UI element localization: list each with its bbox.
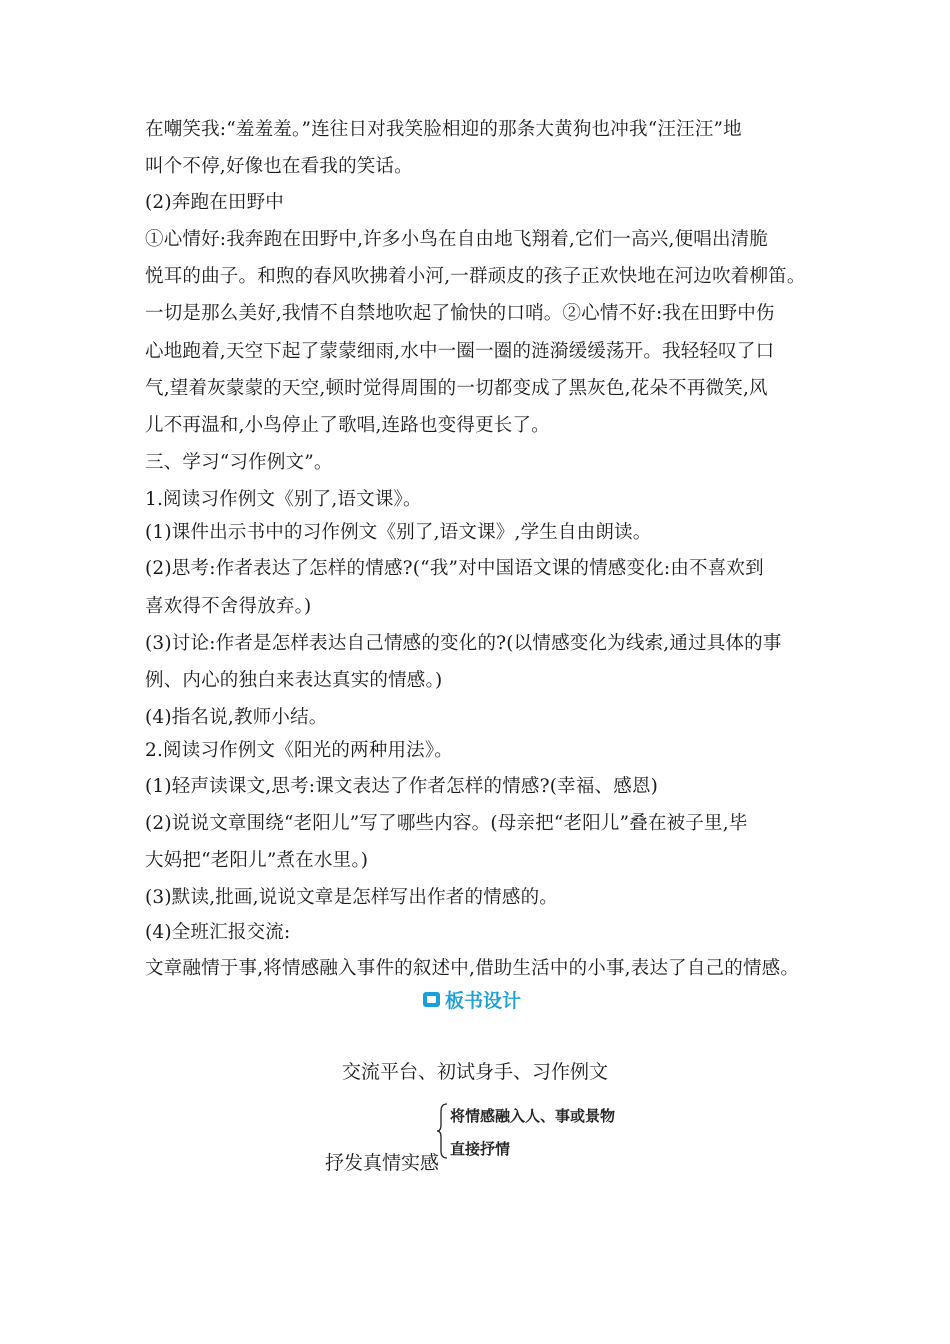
text-line: 例、内心的独白来表达真实的情感。) — [145, 670, 443, 691]
brace-icon — [436, 1103, 448, 1159]
board-design-header — [423, 986, 521, 1012]
text-line: (2)奔跑在田野中 — [145, 192, 285, 213]
text-line: 大妈把“老阳儿”煮在水里。) — [145, 850, 369, 871]
text-line: 心地跑着,天空下起了蒙蒙细雨,水中一圈一圈的涟漪缓缓荡开。我轻轻叹了口 — [145, 341, 775, 362]
text-line: (1)课件出示书中的习作例文《别了,语文课》,学生自由朗读。 — [145, 522, 652, 543]
text-line: 叫个不停,好像也在看我的笑话。 — [145, 156, 413, 177]
text-line: 儿不再温和,小鸟停止了歌唱,连路也变得更长了。 — [145, 415, 550, 436]
text-line: 在嘲笑我:“羞羞羞。”连往日对我笑脸相迎的那条大黄狗也冲我“汪汪汪”地 — [145, 119, 742, 140]
text-line: (1)轻声读课文,思考:课文表达了作者怎样的情感?(幸福、感恩) — [145, 776, 659, 797]
board-icon — [423, 992, 440, 1007]
text-line: 悦耳的曲子。和煦的春风吹拂着小河,一群顽皮的孩子正欢快地在河边吹着柳笛。 — [145, 266, 806, 287]
text-line: 2.阅读习作例文《阳光的两种用法》。 — [145, 740, 454, 761]
text-line: 文章融情于事,将情感融入事件的叙述中,借助生活中的小事,表达了自己的情感。 — [145, 958, 800, 979]
section-heading: 三、学习“习作例文”。 — [145, 452, 333, 473]
text-line: (4)指名说,教师小结。 — [145, 707, 328, 728]
text-line: 1.阅读习作例文《别了,语文课》。 — [145, 489, 422, 510]
text-line: (3)默读,批画,说说文章是怎样写出作者的情感的。 — [145, 887, 558, 908]
board-title: 交流平台、初试身手、习作例文 — [342, 1061, 609, 1083]
text-line: ①心情好:我奔跑在田野中,许多小鸟在自由地飞翔着,它们一高兴,便唱出清脆 — [145, 229, 769, 250]
text-line: (2)思考:作者表达了怎样的情感?(“我”对中国语文课的情感变化:由不喜欢到 — [145, 558, 764, 579]
text-line: (3)讨论:作者是怎样表达自己情感的变化的?(以情感变化为线索,通过具体的事 — [145, 633, 782, 654]
board-branch-item: 直接抒情 — [450, 1140, 511, 1158]
text-line: 气,望着灰蒙蒙的天空,顿时觉得周围的一切都变成了黑灰色,花朵不再微笑,风 — [145, 378, 768, 399]
board-main-topic: 抒发真情实感 — [325, 1152, 440, 1174]
text-line: 喜欢得不舍得放弃。) — [145, 596, 312, 617]
board-branch-item: 将情感融入人、事或景物 — [450, 1107, 616, 1125]
text-line: (4)全班汇报交流: — [145, 922, 291, 943]
board-design-label: 板书设计 — [445, 989, 522, 1012]
text-line: (2)说说文章围绕“老阳儿”写了哪些内容。(母亲把“老阳儿”叠在被子里,毕 — [145, 813, 748, 834]
text-line: 一切是那么美好,我情不自禁地吹起了愉快的口哨。②心情不好:我在田野中伤 — [145, 303, 775, 324]
